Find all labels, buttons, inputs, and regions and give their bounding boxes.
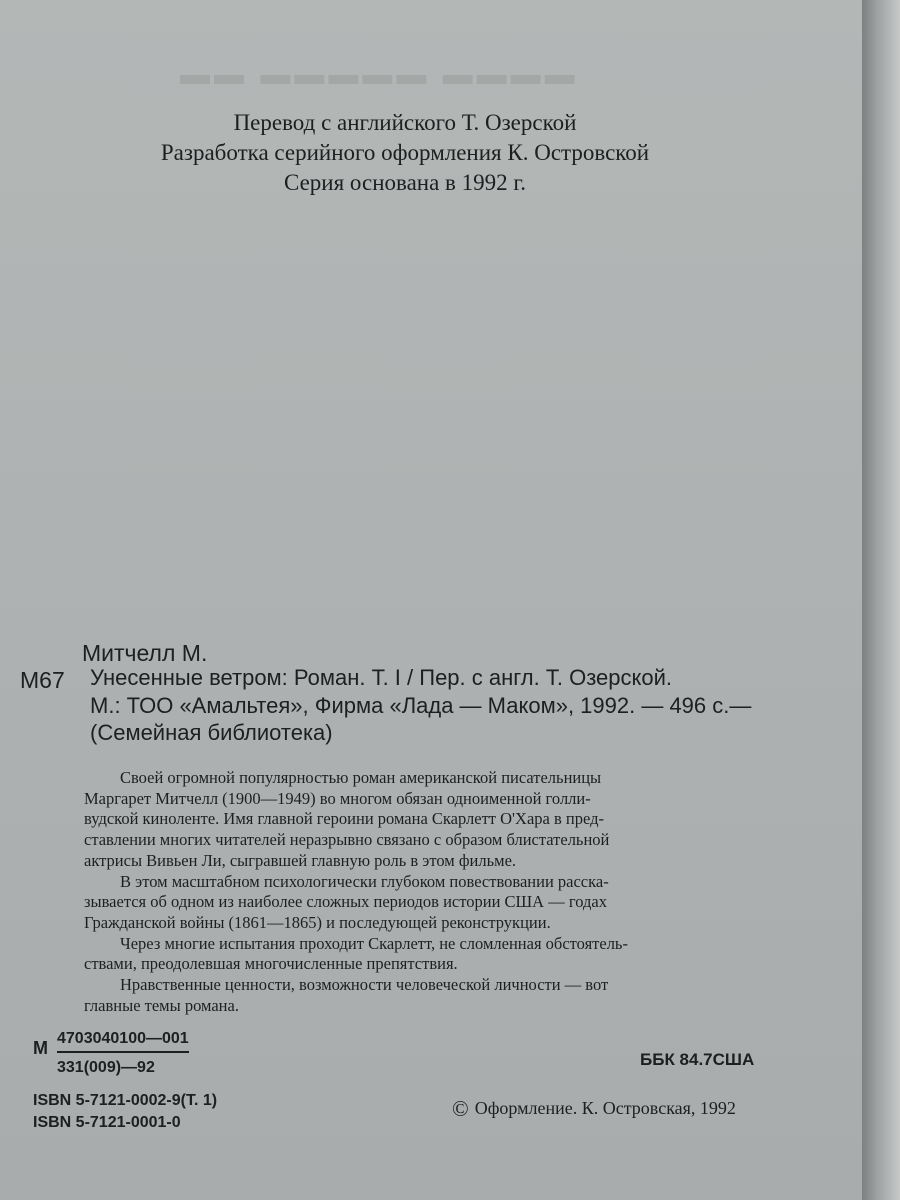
translation-credits xyxy=(0,108,810,198)
abstract-line: Своей огромной популярностью роман американской писательницы xyxy=(120,768,602,787)
abstract-line: В этом масштабном психологически глубоком повествовании расска- xyxy=(120,871,609,891)
abstract-line: Гражданской войны (1861—1865) и последующей реконструкции. xyxy=(84,912,551,932)
next-page-edge xyxy=(862,0,900,1200)
catalog-description xyxy=(90,664,751,747)
catalog-author: Митчелл М. xyxy=(82,640,208,666)
book-abstract xyxy=(84,768,804,1016)
abstract-line: актрисы Вивьен Ли, сыгравшей главную роль в этом фильме. xyxy=(84,850,517,870)
credit-line-series: Серия основана в 1992 г. xyxy=(283,170,527,195)
catalog-line-publisher: М.: ТОО «Амальтея», Фирма «Лада — Маком», 1992. — 496 с.— xyxy=(90,692,752,718)
abstract-line: ствами, преодолевшая многочисленные препятствия. xyxy=(84,954,458,974)
index-numerator: 4703040100—001 xyxy=(57,1030,189,1053)
catalog-line-series: (Семейная библиотека) xyxy=(90,720,333,745)
abstract-line: Маргарет Митчелл (1900—1949) во многом обязан одноименной голли- xyxy=(84,788,591,808)
index-letter: М xyxy=(33,1038,48,1058)
copyright-icon: © xyxy=(452,1096,469,1121)
copyright-notice xyxy=(452,1096,736,1122)
credit-line-design: Разработка серийного оформления К. Островской xyxy=(160,140,650,165)
abstract-line: вудской киноленте. Имя главной героини романа Скарлетт О'Хара в пред- xyxy=(84,809,604,829)
isbn-set: ISBN 5-7121-0001-0 xyxy=(33,1114,181,1131)
abstract-line: Нравственные ценности, возможности человеческой личности — вот xyxy=(120,975,609,995)
catalog-code: М67 xyxy=(20,667,65,693)
catalog-line-title: Унесенные ветром: Роман. Т. I / Пер. с англ. Т. Озерской. xyxy=(90,665,673,690)
copyright-text: Оформление. К. Островская, 1992 xyxy=(474,1098,736,1118)
abstract-line: главные темы романа. xyxy=(84,995,239,1015)
isbn-volume: ISBN 5-7121-0002-9(Т. 1) xyxy=(33,1092,218,1109)
abstract-line: зывается об одном из наиболее сложных периодов истории США — годах xyxy=(84,892,607,912)
credit-line-translator: Перевод с английского Т. Озерской xyxy=(233,110,577,135)
index-denominator: 331(009)—92 xyxy=(57,1059,155,1076)
abstract-line: ставлении многих читателей неразрывно связано с образом блистательной xyxy=(84,830,610,850)
isbn-block xyxy=(33,1090,217,1134)
show-through-text: ▬▬ ▬▬▬▬▬ ▬▬▬▬ xyxy=(180,58,579,91)
abstract-line: Через многие испытания проходит Скарлетт, не сломленная обстоятель- xyxy=(120,933,628,953)
bbk-classification: ББК 84.7США xyxy=(640,1050,755,1069)
